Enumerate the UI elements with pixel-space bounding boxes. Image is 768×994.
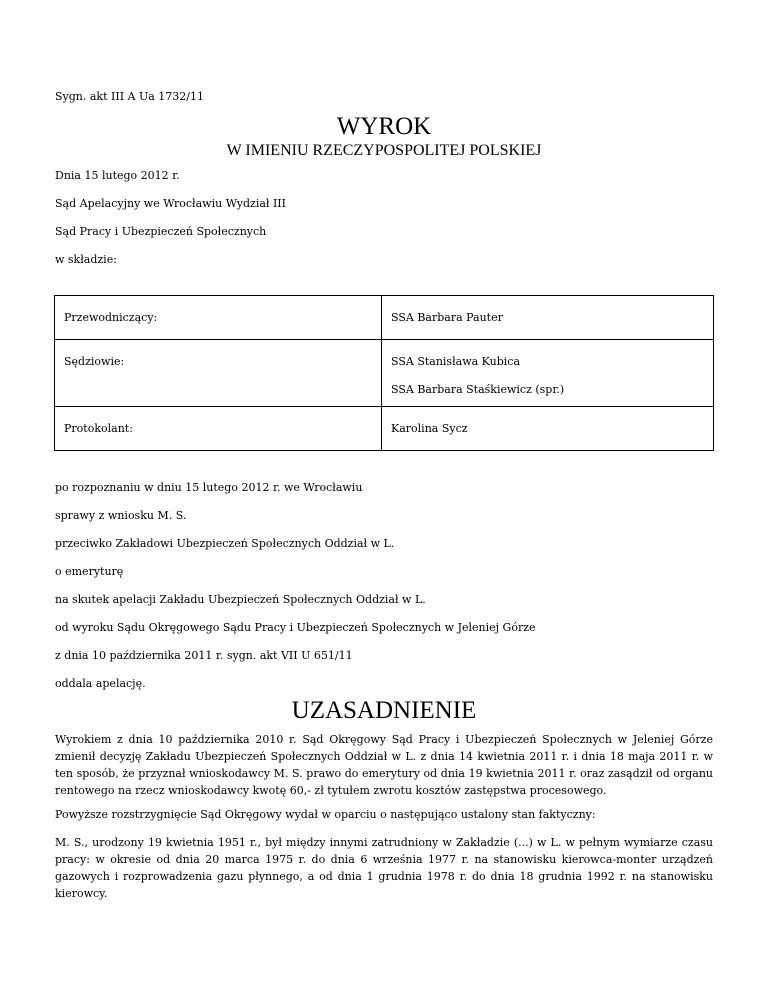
bench-names-cell [382, 340, 714, 407]
proceedings-line: o emeryturę [55, 565, 124, 578]
judgment-date: Dnia 15 lutego 2012 r. [55, 169, 180, 182]
proceedings-line: przeciwko Zakładowi Ubezpieczeń Społecznych Oddział w L. [55, 537, 395, 550]
bench-role: Sędziowie: [64, 355, 125, 368]
bench-role-cell [55, 407, 382, 451]
document-title: WYROK [336, 113, 432, 140]
justification-paragraph: M. S., urodzony 19 kwietnia 1951 r., był między innymi zatrudniony w Zakładzie (...) w L. w pełnym wymiarze czasu pracy: w okresie od dnia 20 marca 1975 r. do dnia 6 września 1977 r. na stanowisku kierowca-monter urządzeń gazowych i rozprowadzenia gazu płynnego, a od dnia 1 grudnia 1978 r. do dnia 18 grudnia 1992 r. na stanowisku kierowcy. [55, 836, 713, 900]
bench-names-cell [382, 407, 714, 451]
document-subtitle: W IMIENIU RZECZYPOSPOLITEJ POLSKIEJ [226, 142, 542, 159]
court-name-line1: Sąd Apelacyjny we Wrocławiu Wydział III [55, 197, 286, 210]
court-name-line2: Sąd Pracy i Ubezpieczeń Społecznych [55, 225, 267, 238]
bench-role: Przewodniczący: [64, 311, 158, 324]
justification-title: UZASADNIENIE [291, 697, 477, 724]
bench-role-cell [55, 340, 382, 407]
bench-name: SSA Barbara Pauter [391, 311, 503, 324]
bench-role-cell [55, 296, 382, 340]
proceedings-line: na skutek apelacji Zakładu Ubezpieczeń Społecznych Oddział w L. [55, 593, 426, 606]
case-number: Sygn. akt III A Ua 1732/11 [55, 90, 205, 103]
verdict-line: oddala apelację. [55, 677, 146, 690]
bench-name: Karolina Sycz [391, 422, 468, 435]
bench-row-presiding [55, 296, 714, 340]
bench-name: SSA Stanisława Kubica [391, 355, 521, 368]
bench-table [54, 295, 714, 451]
bench-row-judges [55, 340, 714, 407]
bench-role: Protokolant: [64, 422, 133, 435]
bench-names-cell [382, 296, 714, 340]
justification-paragraph: Wyrokiem z dnia 10 października 2010 r. Sąd Okręgowy Sąd Pracy i Ubezpieczeń Społecznych w Jeleniej Górze zmienił decyzję Zakładu Ubezpieczeń Społecznych Oddział w L. z dnia 14 kwietnia 2011 r. i dnia 18 maja 2011 r. w ten sposób, że przyznał wnioskodawcy M. S. prawo do emerytury od dnia 19 kwietnia 2011 r. oraz zasądził od organu rentowego na rzecz wnioskodawcy kwotę 60,- zł tytułem zwrotu kosztów zastępstwa procesowego. [55, 733, 713, 797]
proceedings-line: od wyroku Sądu Okręgowego Sądu Pracy i Ubezpieczeń Społecznych w Jeleniej Górze [55, 621, 536, 634]
proceedings-line: po rozpoznaniu w dniu 15 lutego 2012 r. we Wrocławiu [55, 481, 363, 494]
bench-name: SSA Barbara Staśkiewicz (spr.) [391, 383, 565, 396]
proceedings-line: sprawy z wniosku M. S. [55, 509, 187, 522]
proceedings-line: z dnia 10 października 2011 r. sygn. akt VII U 651/11 [55, 649, 353, 662]
composition-label: w składzie: [55, 253, 117, 266]
justification-paragraph: Powyższe rozstrzygnięcie Sąd Okręgowy wydał w oparciu o następująco ustalony stan faktyczny: [55, 808, 596, 821]
bench-row-clerk [55, 407, 714, 451]
